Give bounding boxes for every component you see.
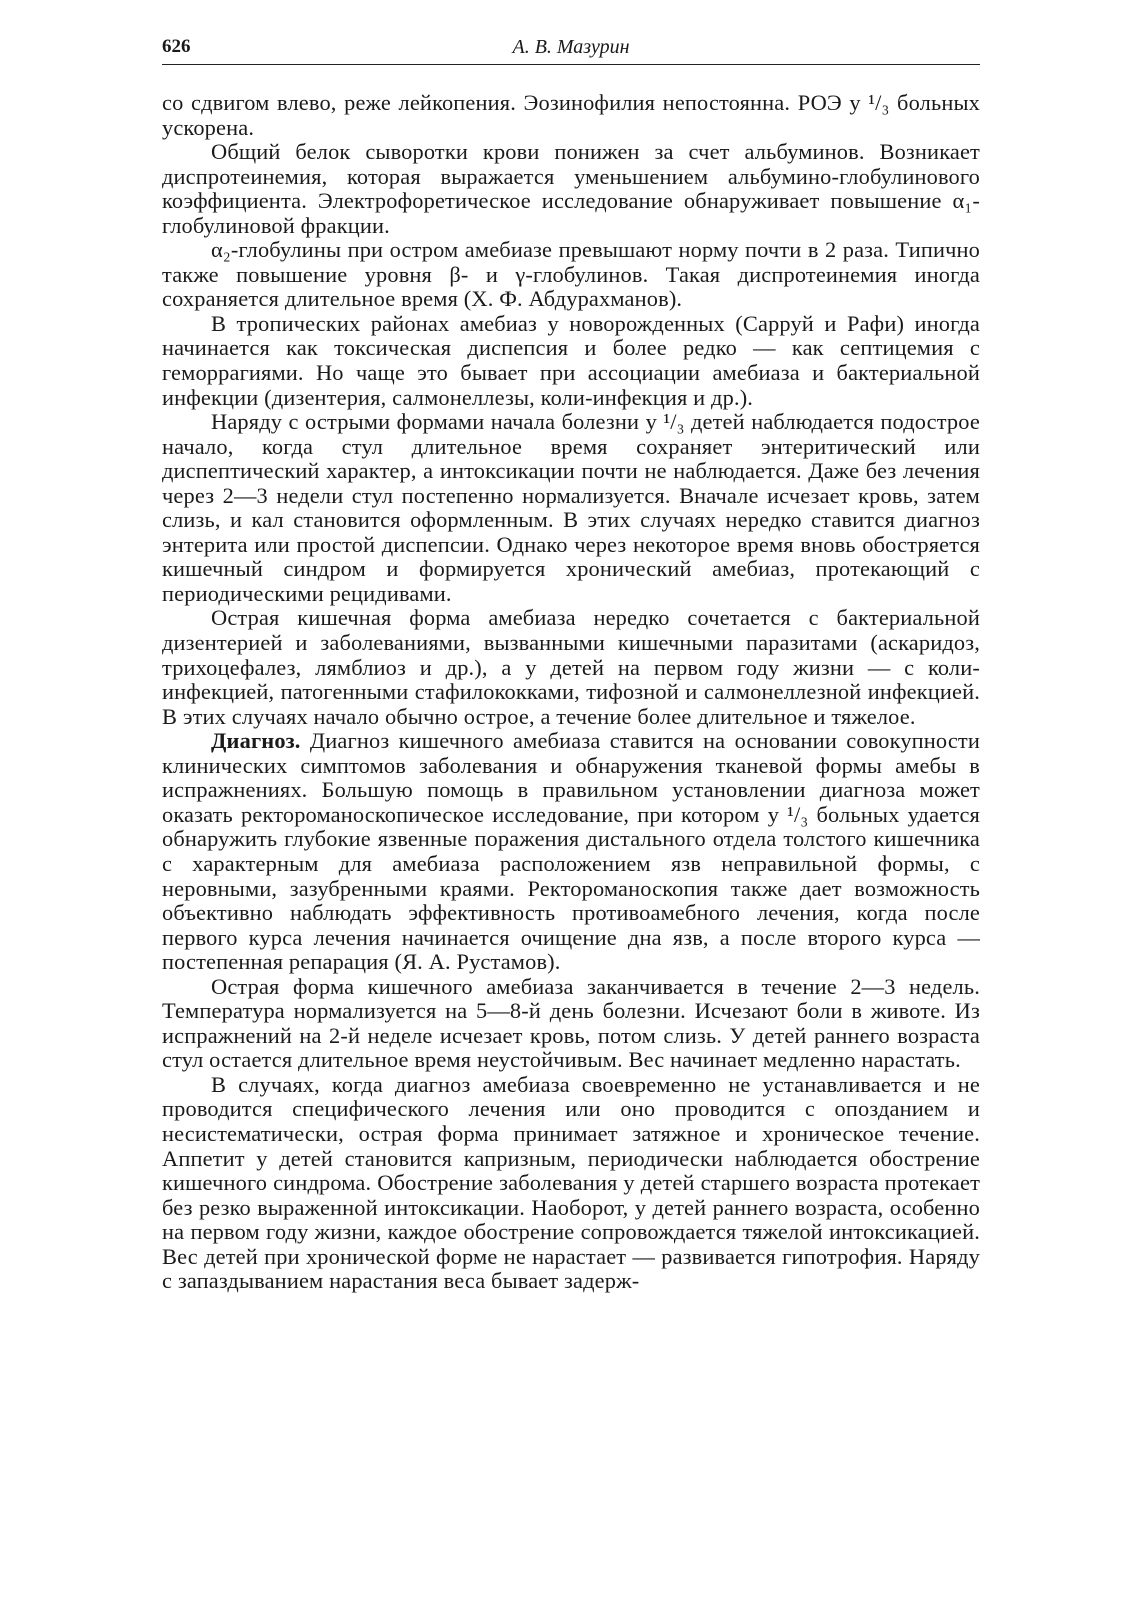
body-text <box>162 91 980 1294</box>
paragraph: Общий белок сыворотки крови понижен за счет альбуминов. Возникает диспротеинемия, которая выражается уменьшением альбумино-глобулинового коэффициента. Электрофоретическое исследование обнаруживает повышение α₁-глобулиновой фракции. <box>162 139 980 238</box>
paragraph: α₂-глобулины при остром амебиазе превышают норму почти в 2 раза. Типично также повышение уровня β- и γ-глобулинов. Такая диспротеинемия иногда сохраняется длительное время (Х. Ф. Абдурахманов). <box>162 237 980 312</box>
paragraph: В случаях, когда диагноз амебиаза своевременно не устанавливается и не проводится специфического лечения или оно проводится с опозданием и несистематически, острая форма принимает затяжное и хроническое течение. Аппетит у детей становится капризным, периодически наблюдается обострение кишечного синдрома. Обострение заболевания у детей старшего возраста протекает без резко выраженной интоксикации. Наоборот, у детей раннего возраста, особенно на первом году жизни, каждое обострение сопровождается тяжелой интоксикацией. Вес детей при хронической форме не нарастает — развивается гипотрофия. Наряду с запаздыванием нарастания веса бывает задерж- <box>162 1071 980 1294</box>
running-title: А. В. Мазурин <box>512 36 630 58</box>
page-number: 626 <box>162 36 191 57</box>
paragraph: Острая форма кишечного амебиаза заканчивается в течение 2—3 недель. Температура нормализуется на 5—8-й день болезни. Исчезают боли в животе. Из испражнений на 2-й неделе исчезает кровь, потом слизь. У детей раннего возраста стул остается длительное время неустойчивым. Вес начинает медленно нарастать. <box>162 973 980 1073</box>
paragraph: Наряду с острыми формами начала болезни у ¹/₃ детей наблюдается подострое начало, когда стул длительное время сохраняет энтеритический или диспептический характер, а интоксикации почти не наблюдается. Даже без лечения через 2—3 недели стул постепенно нормализуется. Вначале исчезает кровь, затем слизь, и кал становится оформленным. В этих случаях нередко ставится диагноз энтерита или простой диспепсии. Однако через некоторое время вновь обостряется кишечный синдром и формируется хронический амебиаз, протекающий с периодическими рецидивами. <box>162 409 980 606</box>
paragraph: со сдвигом влево, реже лейкопения. Эозинофилия непостоянна. РОЭ у ¹/₃ больных ускорена. <box>162 90 980 140</box>
paragraph: Острая кишечная форма амебиаза нередко сочетается с бактериальной дизентерией и заболеваниями, вызванными кишечными паразитами (аскаридоз, трихоцефалез, лямблиоз и др.), а у детей на первом году жизни — с коли-инфекцией, патогенными стафилококками, тифозной и салмонеллезной инфекцией. В этих случаях начало обычно острое, а течение более длительное и тяжелое. <box>162 605 980 729</box>
page-header <box>162 30 980 65</box>
section-lead: Диагноз. <box>211 728 301 754</box>
book-page <box>162 30 980 1294</box>
paragraph: В тропических районах амебиаз у новорожденных (Сарруй и Рафи) иногда начинается как токсическая диспепсия и более редко — как септицемия с геморрагиями. Но чаще это бывает при ассоциации амебиаза и бактериальной инфекции (дизентерия, салмонеллезы, коли-инфекция и др.). <box>162 310 980 410</box>
diagnosis-paragraph: Диагноз. Диагноз кишечного амебиаза ставится на основании совокупности клинических симптомов заболевания и обнаружения тканевой формы амебы в испражнениях. Большую помощь в правильном установлении диагноза может оказать ректороманоскопическое исследование, при котором у ¹/₃ больных удается обнаружить глубокие язвенные поражения дистального отдела толстого кишечника с характерным для амебиаза расположением язв неправильной формы, с неровными, зазубренными краями. Ректороманоскопия также дает возможность объективно наблюдать эффективность противоамебного лечения, когда после первого курса лечения начинается очищение дна язв, а после второго курса — постепенная репарация (Я. А. Рустамов). <box>162 728 980 975</box>
